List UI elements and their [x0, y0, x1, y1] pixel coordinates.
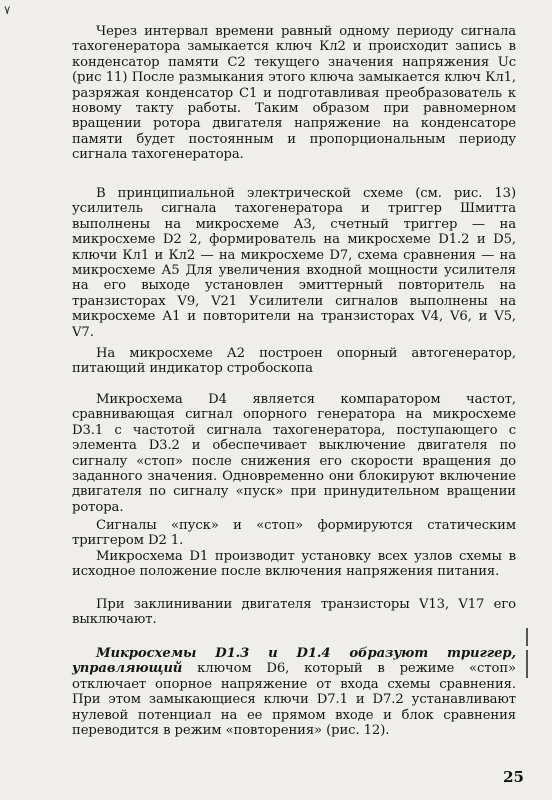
paragraph-text: При заклинивании двигателя транзисторы V13, V17 его выключают.	[72, 597, 516, 628]
paragraph-text: Через интервал времени равный одному периоду сигнала тахогенератора замыкается ключ Кл2 и происходит запись в конденсатор памяти С2 текущего значения напряжения Uс (рис 11) После размыкания этого ключа замыкается ключ Кл1, разряжая конденсатор С1 и подготавливая преобразователь к новому такту работы. Таким образом при равномерном вращении ротора двигателя напряжение на конденсаторе памяти будет постоянным и пропорциональным периоду сигнала тахогенератора.	[72, 24, 516, 163]
bold-run: Микросхемы D1.3 и D1.4 образуют триггер, управляющий	[72, 646, 516, 677]
paragraph-text: Сигналы «пуск» и «стоп» формируются статическим триггером D2 1.	[72, 518, 516, 549]
corner-mark: ٧	[4, 3, 11, 17]
paragraph-6	[72, 549, 516, 580]
page-number: 25	[503, 768, 524, 786]
paragraph-5	[72, 518, 516, 549]
paragraph-text: Микросхема D1 производит установку всех узлов схемы в исходное положение после включения напряжения питания.	[72, 549, 516, 580]
paragraph-3	[72, 346, 516, 377]
paragraph-text	[72, 646, 516, 738]
paragraph-8	[72, 646, 516, 738]
paragraph-text: Микросхема D4 является компаратором частот, сравнивающая сигнал опорного генератора на микросхеме D3.1 с частотой сигнала тахогенератора, поступающего с элемента D3.2 и обеспечивает выключение двигателя по сигналу «стоп» после снижения его скорости вращения до заданного значения. Одновременно они блокируют включение двигателя по сигналу «пуск» при принудительном вращении ротора.	[72, 392, 516, 515]
paragraph-text: На микросхеме А2 построен опорный автогенератор, питающий индикатор стробоскопа	[72, 346, 516, 377]
paragraph-text: В принципиальной электрической схеме (см. рис. 13) усилитель сигнала тахогенератора и триггер Шмитта выполнены на микросхеме А3, счетный триггер — на микросхеме D2 2, формирователь на микросхеме D1.2 и D5, ключи Кл1 и Кл2 — на микросхеме D7, схема сравнения — на микросхеме А5 Для увеличения входной мощности усилителя на его выходе установлен эмиттерный повторитель на транзисторах V9, V21 Усилители сигналов выполнены на микросхеме А1 и повторители на транзисторах V4, V6, и V5, V7.	[72, 186, 516, 340]
margin-line	[526, 650, 528, 678]
paragraph-4	[72, 392, 516, 515]
paragraph-7	[72, 597, 516, 628]
margin-line	[526, 628, 528, 646]
regular-run: ключом D6, который в режиме «стоп» отключает опорное напряжение от входа схемы сравнения. При этом замыкающиеся ключи D7.1 и D7.2 устанавливают нулевой потенциал на ее прямом входе и блок сравнения переводится в режим «повторения» (рис. 12).	[72, 661, 517, 739]
paragraph-1	[72, 24, 516, 163]
paragraph-2	[72, 186, 516, 340]
